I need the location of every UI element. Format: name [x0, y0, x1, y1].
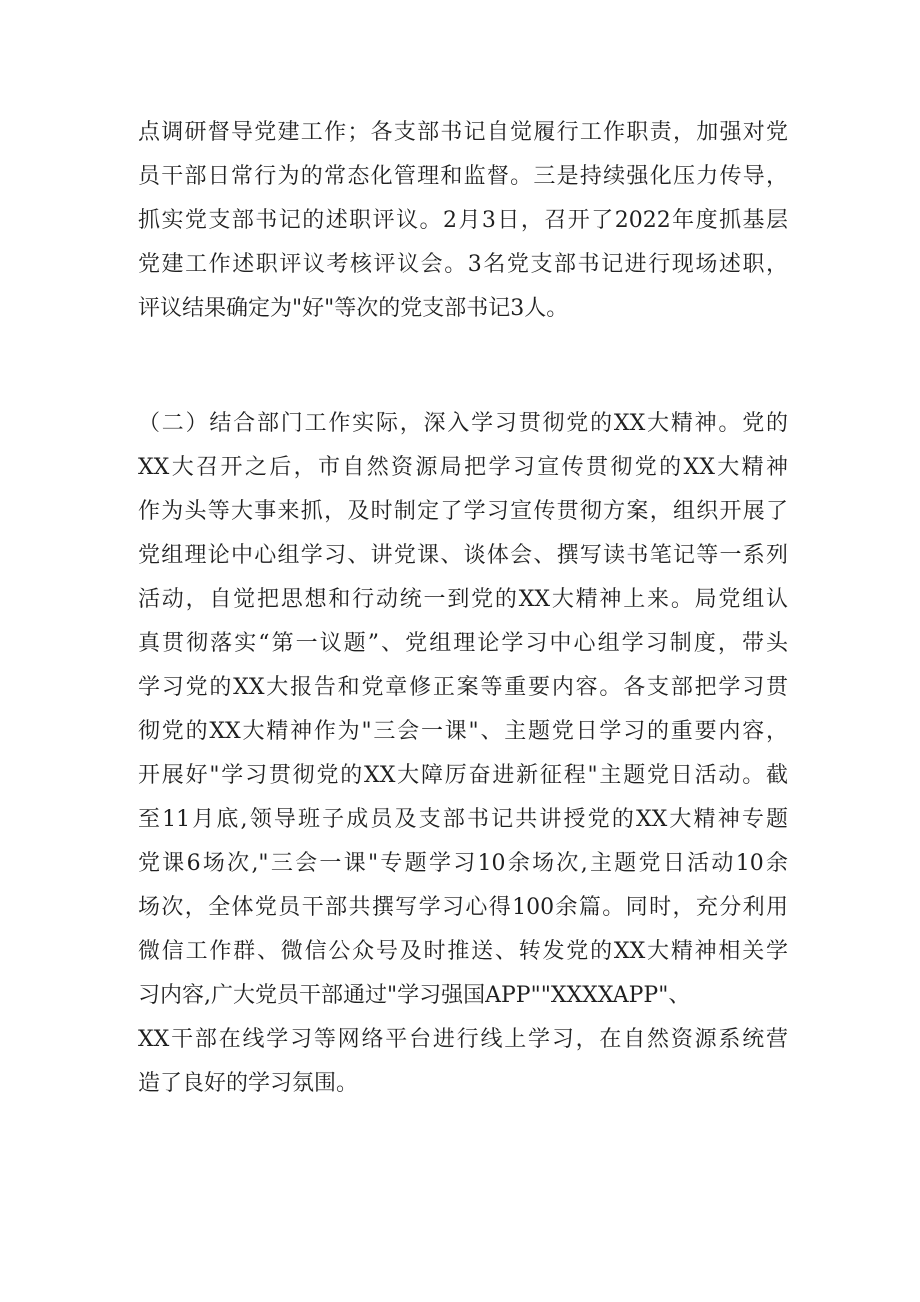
text-line: 开展好"学习贯彻党的XX大障厉奋进新征程"主题党日活动。截: [138, 763, 788, 788]
text-line: 员干部日常行为的常态化管理和监督。三是持续强化压力传导，: [138, 164, 788, 189]
paragraph-2: [138, 402, 788, 1106]
text-line: 点调研督导党建工作；各支部书记自觉履行工作职责，加强对党: [138, 120, 788, 145]
text-line: （二）结合部门工作实际，深入学习贯彻党的XX大精神。党的: [138, 411, 788, 436]
text-line: 作为头等大事来抓，及时制定了学习宣传贯彻方案，组织开展了: [138, 499, 788, 524]
text-line: XX干部在线学习等网络平台进行线上学习，在自然资源系统营: [138, 1027, 788, 1052]
text-line: 学习党的XX大报告和党章修正案等重要内容。各支部把学习贯: [138, 675, 788, 700]
paragraph-1: [138, 111, 788, 331]
text-line: 彻党的XX大精神作为"三会一课"、主题党日学习的重要内容，: [138, 719, 788, 744]
text-line: 党建工作述职评议考核评议会。3名党支部书记进行现场述职，: [138, 252, 788, 277]
text-line: 造了良好的学习氛围。: [138, 1071, 359, 1096]
text-line: 至11月底,领导班子成员及支部书记共讲授党的XX大精神专题: [138, 807, 788, 832]
text-line: 活动，自觉把思想和行动统一到党的XX大精神上来。局党组认: [138, 587, 788, 612]
text-line: 评议结果确定为"好"等次的党支部书记3人。: [138, 296, 569, 321]
text-line: 真贯彻落实“第一议题”、党组理论学习中心组学习制度，带头: [138, 631, 788, 656]
text-line: 场次，全体党员干部共撰写学习心得100余篇。同时，充分利用: [138, 895, 788, 920]
text-line: 习内容,广大党员干部通过"学习强国APP""XXXXAPP"、: [138, 983, 691, 1008]
text-line: 抓实党支部书记的述职评议。2月3日，召开了2022年度抓基层: [138, 208, 788, 233]
text-line: 微信工作群、微信公众号及时推送、转发党的XX大精神相关学: [138, 939, 788, 964]
text-line: 党组理论中心组学习、讲党课、谈体会、撰写读书笔记等一系列: [138, 543, 788, 568]
text-line: 党课6场次,"三会一课"专题学习10余场次,主题党日活动10余: [138, 851, 788, 876]
text-line: XX大召开之后，市自然资源局把学习宣传贯彻党的XX大精神: [138, 455, 788, 480]
